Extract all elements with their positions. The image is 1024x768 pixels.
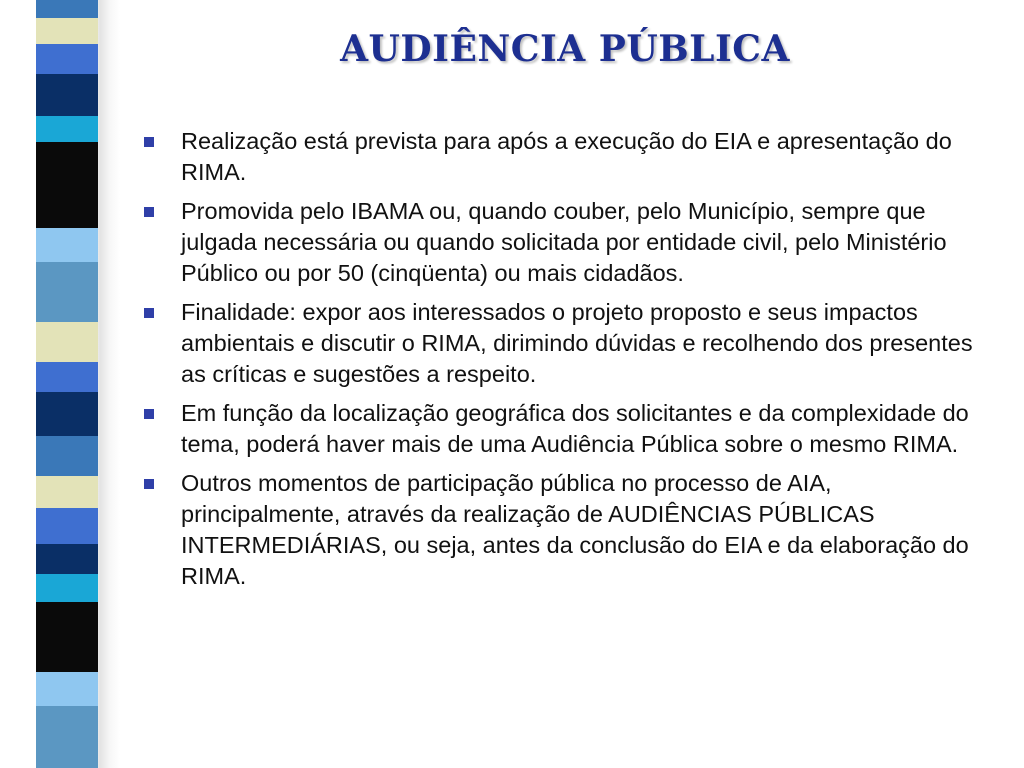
bullet-item bbox=[140, 398, 990, 460]
stripe-band bbox=[36, 0, 98, 18]
stripe-band bbox=[36, 290, 98, 322]
square-bullet-icon bbox=[144, 308, 154, 318]
stripe-band bbox=[36, 322, 98, 362]
stripe-band bbox=[36, 574, 98, 602]
stripe-band bbox=[36, 392, 98, 436]
stripe-band bbox=[36, 476, 98, 508]
bullet-text: Finalidade: expor aos interessados o projeto proposto e seus impactos ambientais e discutir o RIMA, dirimindo dúvidas e recolhendo dos presentes as críticas e sugestões a respeito. bbox=[181, 299, 973, 387]
stripe-band bbox=[36, 116, 98, 142]
bullet-list bbox=[140, 126, 990, 600]
square-bullet-icon bbox=[144, 137, 154, 147]
stripe-band bbox=[36, 262, 98, 290]
bullet-text: Outros momentos de participação pública no processo de AIA, principalmente, através da realização de AUDIÊNCIAS PÚBLICAS INTERMEDIÁRIAS, ou seja, antes da conclusão do EIA e da elaboração do RIMA. bbox=[181, 470, 969, 589]
stripe-band bbox=[36, 642, 98, 672]
stripe-band bbox=[36, 362, 98, 392]
square-bullet-icon bbox=[144, 479, 154, 489]
bullet-item bbox=[140, 126, 990, 188]
stripe-band bbox=[36, 436, 98, 476]
stripe-band bbox=[36, 544, 98, 574]
decorative-stripe bbox=[36, 0, 98, 768]
stripe-band bbox=[36, 602, 98, 642]
stripe-band bbox=[36, 672, 98, 706]
bullet-text: Em função da localização geográfica dos solicitantes e da complexidade do tema, poderá haver mais de uma Audiência Pública sobre o mesmo RIMA. bbox=[181, 400, 969, 457]
stripe-band bbox=[36, 706, 98, 736]
stripe-band bbox=[36, 188, 98, 228]
square-bullet-icon bbox=[144, 207, 154, 217]
stripe-band bbox=[36, 18, 98, 44]
stripe-band bbox=[36, 142, 98, 188]
bullet-text: Realização está prevista para após a execução do EIA e apresentação do RIMA. bbox=[181, 128, 952, 185]
stripe-band bbox=[36, 508, 98, 544]
bullet-item bbox=[140, 468, 990, 592]
bullet-text: Promovida pelo IBAMA ou, quando couber, pelo Município, sempre que julgada necessária ou quando solicitada por entidade civil, pelo Ministério Público ou por 50 (cinqüenta) ou mais cidadãos. bbox=[181, 198, 947, 286]
slide-title: AUDIÊNCIA PÚBLICA bbox=[340, 28, 790, 70]
bullet-item bbox=[140, 297, 990, 390]
stripe-band bbox=[36, 736, 98, 768]
bullet-item bbox=[140, 196, 990, 289]
stripe-band bbox=[36, 44, 98, 74]
stripe-band bbox=[36, 74, 98, 116]
stripe-band bbox=[36, 228, 98, 262]
square-bullet-icon bbox=[144, 409, 154, 419]
